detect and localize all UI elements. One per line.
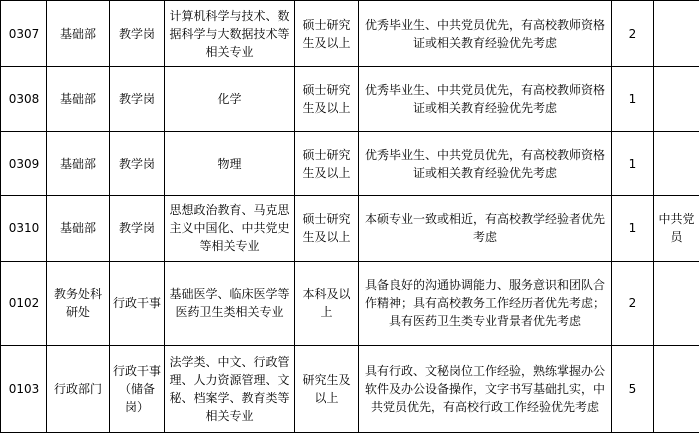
- post-name: 行政干事（储备岗）: [110, 345, 165, 432]
- other-requirements: 本硕专业一致或相近，有高校教学经验者优先考虑: [359, 196, 612, 261]
- hiring-count: 1: [612, 132, 654, 196]
- other-requirements: 具有行政、文秘岗位工作经验，熟练掌握办公软件及办公设备操作，文字书写基础扎实，中共党员优先，有高校行政工作经验优先考虑: [359, 345, 612, 432]
- hiring-count: 2: [612, 1, 654, 67]
- table-row: [1, 261, 699, 345]
- remarks: [654, 1, 699, 67]
- education-level: 硕士研究生及以上: [295, 67, 359, 132]
- position-code: 0102: [1, 261, 47, 345]
- hiring-count: 5: [612, 345, 654, 432]
- major-requirement: 法学类、中文、行政管理、人力资源管理、文秘、档案学、教育类等相关专业: [165, 345, 295, 432]
- hiring-count: 1: [612, 196, 654, 261]
- major-requirement: 物理: [165, 132, 295, 196]
- other-requirements: 具备良好的沟通协调能力、服务意识和团队合作精神；具有高校教务工作经历者优先考虑；具有医药卫生类专业背景者优先考虑: [359, 261, 612, 345]
- post-name: 教学岗: [110, 1, 165, 67]
- education-level: 硕士研究生及以上: [295, 132, 359, 196]
- department: 基础部: [47, 1, 110, 67]
- major-requirement: 基础医学、临床医学等医药卫生类相关专业: [165, 261, 295, 345]
- department: 基础部: [47, 67, 110, 132]
- remarks: [654, 132, 699, 196]
- post-name: 教学岗: [110, 132, 165, 196]
- major-requirement: 计算机科学与技术、数据科学与大数据技术等相关专业: [165, 1, 295, 67]
- table-row: [1, 345, 699, 432]
- position-code: 0308: [1, 67, 47, 132]
- major-requirement: 化学: [165, 67, 295, 132]
- table-row: [1, 1, 699, 67]
- post-name: 教学岗: [110, 196, 165, 261]
- education-level: 硕士研究生及以上: [295, 196, 359, 261]
- post-name: 教学岗: [110, 67, 165, 132]
- table-row: [1, 132, 699, 196]
- position-code: 0103: [1, 345, 47, 432]
- major-requirement: 思想政治教育、马克思主义中国化、中共党史等相关专业: [165, 196, 295, 261]
- other-requirements: 优秀毕业生、中共党员优先，有高校教师资格证或相关教育经验优先考虑: [359, 1, 612, 67]
- position-code: 0309: [1, 132, 47, 196]
- table-row: [1, 67, 699, 132]
- remarks: [654, 67, 699, 132]
- post-name: 行政干事: [110, 261, 165, 345]
- education-level: 本科及以上: [295, 261, 359, 345]
- department: 基础部: [47, 196, 110, 261]
- education-level: 硕士研究生及以上: [295, 1, 359, 67]
- remarks: [654, 345, 699, 432]
- department: 基础部: [47, 132, 110, 196]
- hiring-count: 1: [612, 67, 654, 132]
- other-requirements: 优秀毕业生、中共党员优先，有高校教师资格证或相关教育经验优先考虑: [359, 132, 612, 196]
- department: 教务处科研处: [47, 261, 110, 345]
- hiring-count: 2: [612, 261, 654, 345]
- remarks: [654, 261, 699, 345]
- department: 行政部门: [47, 345, 110, 432]
- other-requirements: 优秀毕业生、中共党员优先，有高校教师资格证或相关教育经验优先考虑: [359, 67, 612, 132]
- position-code: 0307: [1, 1, 47, 67]
- position-code: 0310: [1, 196, 47, 261]
- table-row: [1, 196, 699, 261]
- education-level: 研究生及以上: [295, 345, 359, 432]
- remarks: 中共党员: [654, 196, 699, 261]
